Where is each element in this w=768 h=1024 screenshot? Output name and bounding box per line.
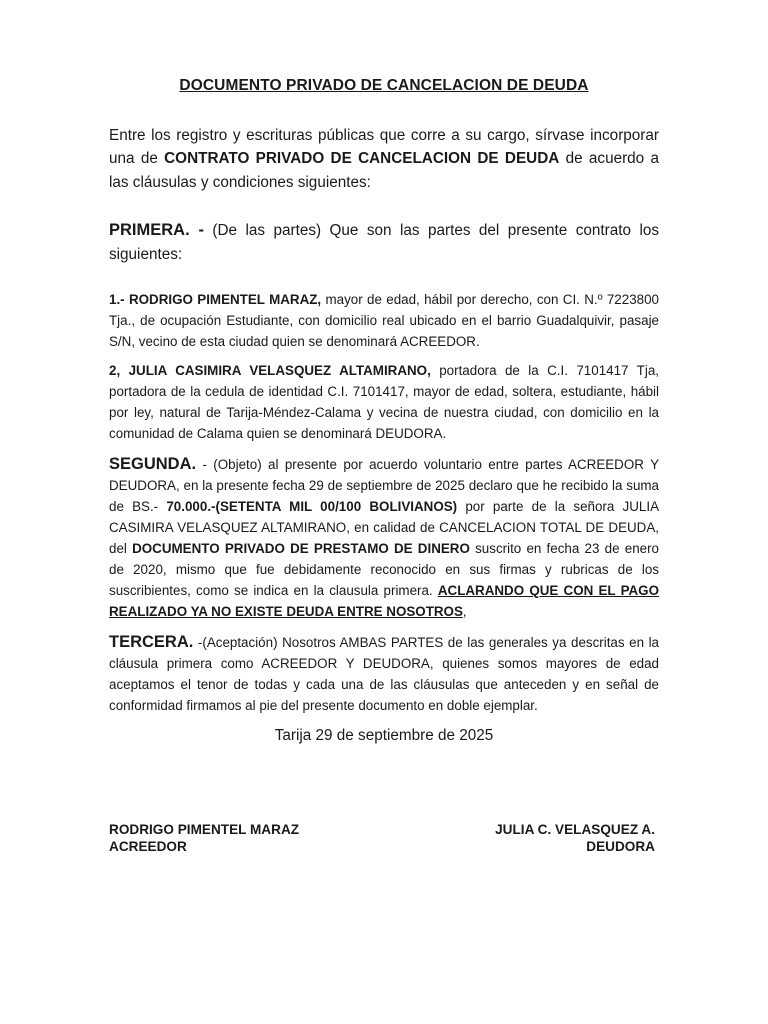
clause-segunda-clarification: ACLARANDO QUE CON EL PAGO REALIZADO YA NO EXISTE DEUDA ENTRE NOSOTROS [109,583,660,619]
clause-segunda-document-ref: DOCUMENTO PRIVADO DE PRESTAMO DE DINERO [132,541,470,556]
intro-text-after: de acuerdo a las cláusulas y condiciones siguientes: [109,150,659,191]
clause-segunda-text-1: - (Objeto) al presente por acuerdo voluntario entre partes ACREEDOR Y DEUDORA, en la presente fecha 29 de septiembre de 2025 declaro que he recibido la suma de BS.- [109,457,659,514]
clause-segunda-text-2: por parte de la señora JULIA CASIMIRA VELASQUEZ ALTAMIRANO, en calidad de CANCELACION TOTAL DE DEUDA, del [109,499,659,556]
clause-tercera [109,632,659,716]
place-and-date: Tarija 29 de septiembre de 2025 [274,727,494,744]
clause-segunda-label: SEGUNDA. [109,455,197,473]
creditor-name: RODRIGO PIMENTEL MARAZ [109,822,300,837]
clause-primera-label: PRIMERA. - [109,221,204,239]
debtor-role: DEUDORA [586,838,655,854]
clause-tercera-label: TERCERA. [109,633,194,651]
clause-segunda-text-3: suscrito en fecha 23 de enero de 2020, mismo que fue debidamente reconocido en sus firmas y rubricas de los suscribientes, como se indica en la clausula primera. [109,541,659,598]
creditor-role: ACREEDOR [109,838,187,854]
intro-paragraph [109,124,659,194]
document-title: DOCUMENTO PRIVADO DE CANCELACION DE DEUDA [179,77,589,94]
intro-text-before: Entre los registro y escrituras públicas que corre a su cargo, sírvase incorporar una de [109,127,659,168]
party-two-paragraph [109,360,659,444]
clause-primera [109,219,659,266]
party-one-paragraph [109,289,659,352]
debtor-name: JULIA C. VELASQUEZ A. [495,822,655,837]
clause-primera-text: (De las partes) Que son las partes del presente contrato los siguientes: [109,222,660,263]
clause-tercera-text: -(Aceptación) Nosotros AMBAS PARTES de las generales ya descritas en la cláusula primera como ACREEDOR Y DEUDORA, quienes somos mayores de edad aceptamos el tenor de todas y cada una de las cláusulas que anteceden y en señal de conformidad firmamos al pie del presente documento en doble ejemplar. [109,635,659,713]
signature-block-creditor [109,822,299,855]
party-one-text: mayor de edad, hábil por derecho, con CI. N.º 7223800 Tja., de ocupación Estudiante, con domicilio real ubicado en el barrio Guadalquivir, pasaje S/N, vecino de esta ciudad quien se denominará ACREEDOR. [109,292,659,349]
clause-segunda-text-4: , [462,604,467,619]
clause-segunda-amount: 70.000.-(SETENTA MIL 00/100 BOLIVIANOS) [166,499,458,514]
intro-bold-contract: CONTRATO PRIVADO DE CANCELACION DE DEUDA [164,150,560,168]
clause-segunda [109,454,659,622]
party-two-name: 2, JULIA CASIMIRA VELASQUEZ ALTAMIRANO, [109,363,431,378]
signature-block-debtor [495,822,655,855]
party-one-name: 1.- RODRIGO PIMENTEL MARAZ, [109,292,322,307]
party-two-text: portadora de la C.I. 7101417 Tja, portadora de la cedula de identidad C.I. 7101417, mayor de edad, soltera, estudiante, hábil por ley, natural de Tarija-Méndez-Calama y vecina de nuestra ciudad, con domicilio en la comunidad de Calama quien se denominará DEUDORA. [109,363,659,441]
